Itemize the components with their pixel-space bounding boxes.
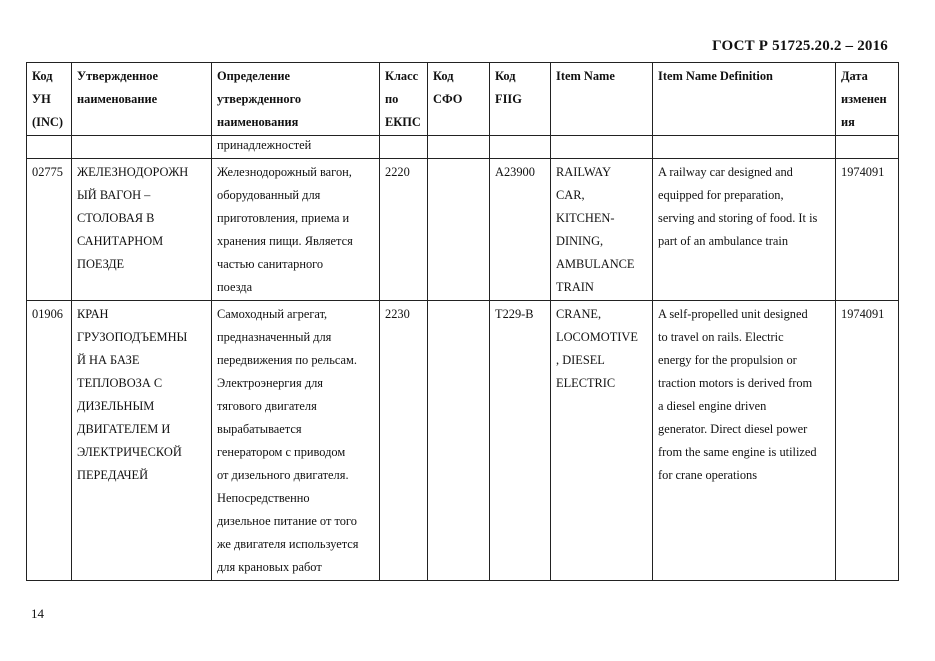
table-cell: [490, 136, 551, 159]
document-code: ГОСТ Р 51725.20.2 – 2016: [712, 38, 888, 54]
sfo-cell: [428, 301, 490, 581]
table-cell: [428, 136, 490, 159]
class-cell: 2220: [380, 159, 428, 301]
fiig-cell: A23900: [490, 159, 551, 301]
table-cell: принадлежностей: [212, 136, 380, 159]
approved-name-cell: ЖЕЛЕЗНОДОРОЖН ЫЙ ВАГОН – СТОЛОВАЯ В САНИТАРНОМ ПОЕЗДЕ: [72, 159, 212, 301]
table-row: [27, 159, 899, 301]
column-header-approved-name: Утвержденное наименование: [72, 63, 212, 136]
inc-cell: 02775: [27, 159, 72, 301]
column-header-item-name: Item Name: [551, 63, 653, 136]
fiig-cell: T229-B: [490, 301, 551, 581]
table-cell: [836, 136, 899, 159]
page-number: 14: [31, 606, 44, 621]
column-header-fiig: Код FIIG: [490, 63, 551, 136]
table-cell: [72, 136, 212, 159]
table-cell: [380, 136, 428, 159]
item-name-definition-cell: A railway car designed and equipped for preparation, serving and storing of food. It is part of an ambulance train: [653, 159, 836, 301]
item-registry-table: [26, 62, 899, 581]
table-cell: [653, 136, 836, 159]
column-header-definition: Определение утвержденного наименования: [212, 63, 380, 136]
approved-name-cell: КРАН ГРУЗОПОДЪЕМНЫ Й НА БАЗЕ ТЕПЛОВОЗА С ДИЗЕЛЬНЫМ ДВИГАТЕЛЕМ И ЭЛЕКТРИЧЕСКОЙ ПЕРЕДАЧЕЙ: [72, 301, 212, 581]
column-header-class: Класс по ЕКПС: [380, 63, 428, 136]
column-header-change-date: Дата изменен ия: [836, 63, 899, 136]
class-cell: 2230: [380, 301, 428, 581]
definition-cell: Железнодорожный вагон, оборудованный для приготовления, приема и хранения пищи. Является частью санитарного поезда: [212, 159, 380, 301]
table-header-row: [27, 63, 899, 136]
change-date-cell: 1974091: [836, 301, 899, 581]
table-row: [27, 301, 899, 581]
inc-cell: 01906: [27, 301, 72, 581]
definition-cell: Самоходный агрегат, предназначенный для передвижения по рельсам. Электроэнергия для тягового двигателя вырабатывается генератором с приводом от дизельного двигателя. Непосредственно дизельное питание от того же двигателя используется для крановых работ: [212, 301, 380, 581]
table-cell: [27, 136, 72, 159]
table-cell: [551, 136, 653, 159]
column-header-item-name-definition: Item Name Definition: [653, 63, 836, 136]
column-header-inc: Код УН (INC): [27, 63, 72, 136]
continuation-row: [27, 136, 899, 159]
sfo-cell: [428, 159, 490, 301]
change-date-cell: 1974091: [836, 159, 899, 301]
column-header-sfo: Код СФО: [428, 63, 490, 136]
item-name-cell: CRANE, LOCOMOTIVE , DIESEL ELECTRIC: [551, 301, 653, 581]
item-name-cell: RAILWAY CAR, KITCHEN- DINING, AMBULANCE TRAIN: [551, 159, 653, 301]
item-name-definition-cell: A self-propelled unit designed to travel on rails. Electric energy for the propulsion or traction motors is derived from a diesel engine driven generator. Direct diesel power from the same engine is utilized for crane operations: [653, 301, 836, 581]
